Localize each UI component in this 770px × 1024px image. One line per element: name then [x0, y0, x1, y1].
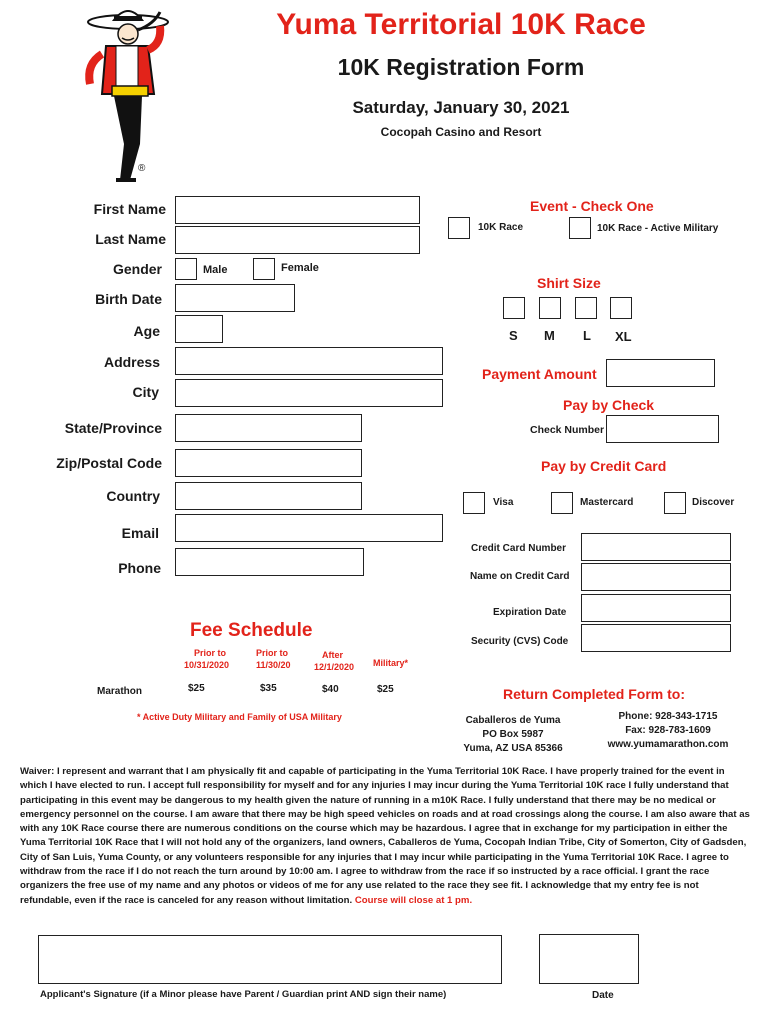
fee-value-4: $25 [377, 684, 394, 695]
waiver-body: Waiver: I represent and warrant that I am physically fit and capable of participating in the Yuma Territorial 10K Race. I have properly trained for the event in which I have elected to run. I accept full responsibility for myself and for any injuries I may incur during the Yuma Territorial 10K race I fully understand that participating in this event may be dangerous to my health given the nature of running in a m10K Race. I fully understand that there may be no medical or emergency personnel on the course. I am aware that there may be high speed vehicles on roads and at road crossings along the course. I am also aware that as with any 10K Race course there are numerous conditions on the course which may be hazardous. I agree that in exchange for my participation in either the Yuma Territorial 10K Race that I will not hold any of the organizers, land owners, Caballeros de Yuma, Cocopah Indian Tribe, City of Somerton, City of Gadsden, City of San Luis, Yuma County, or any volunteers responsible for any injuries that I may incur while participating in the Yuma Territorial 10K Race. I agree to withdraw from the race if I do not reach the turn around by 10:00 am. I agree to withdraw from the race if so instructed by a race official. I grant the race organizers the free use of my name and any photos or videos of me for any use related to the race they see fit. I acknowledge that my entry fee is not refundable, even if the race is canceled for any reason without limitation. [20, 766, 750, 906]
visa-checkbox[interactable] [463, 492, 485, 514]
10k-military-checkbox[interactable] [569, 217, 591, 239]
fee-schedule-heading: Fee Schedule [190, 620, 313, 641]
birth-date-label: Birth Date [95, 291, 162, 307]
first-name-field[interactable] [175, 196, 420, 224]
shirt-m-label: M [544, 328, 555, 343]
return-address-line3: Yuma, AZ USA 85366 [463, 743, 563, 754]
mastercard-label: Mastercard [580, 497, 634, 508]
course-close-note: Course will close at 1 pm. [354, 894, 473, 906]
discover-checkbox[interactable] [664, 492, 686, 514]
email-label: Email [121, 525, 159, 541]
return-address-line2: PO Box 5987 [482, 729, 544, 740]
card-number-field[interactable] [581, 533, 731, 561]
fee-value-3: $40 [322, 684, 339, 695]
payment-amount-label: Payment Amount [482, 366, 597, 382]
visa-label: Visa [493, 497, 514, 508]
name-on-card-label: Name on Credit Card [470, 571, 570, 582]
event-date: Saturday, January 30, 2021 [352, 98, 570, 117]
address-field[interactable] [175, 347, 443, 375]
birth-date-field[interactable] [175, 284, 295, 312]
age-field[interactable] [175, 315, 223, 343]
date-field[interactable] [539, 934, 639, 984]
fee-value-2: $35 [260, 683, 277, 694]
shirt-l-label: L [583, 328, 591, 343]
fee-col1-line1: Prior to [194, 648, 227, 658]
fee-col2-line1: Prior to [256, 648, 289, 658]
pay-by-check-heading: Pay by Check [563, 397, 655, 413]
security-code-label: Security (CVS) Code [471, 636, 569, 647]
date-label: Date [592, 990, 614, 1001]
card-number-label: Credit Card Number [471, 543, 567, 554]
discover-label: Discover [692, 497, 735, 508]
form-title: 10K Registration Form [337, 54, 585, 80]
fee-col4-header: Military* [373, 658, 409, 668]
expiration-date-label: Expiration Date [493, 607, 567, 618]
shirt-s-checkbox[interactable] [503, 297, 525, 319]
fee-value-1: $25 [188, 683, 205, 694]
fee-col3-line2: 12/1/2020 [314, 662, 355, 672]
fee-footnote: * Active Duty Military and Family of USA Military [137, 712, 342, 722]
contact-fax: Fax: 928-783-1609 [625, 725, 711, 736]
contact-phone: Phone: 928-343-1715 [618, 711, 718, 722]
gender-label: Gender [112, 261, 162, 277]
shirt-l-checkbox[interactable] [575, 297, 597, 319]
age-label: Age [133, 323, 160, 339]
caballero-mascot-illustration [76, 4, 186, 184]
first-name-label: First Name [93, 201, 166, 217]
country-field[interactable] [175, 482, 362, 510]
female-label: Female [281, 262, 319, 274]
state-field[interactable] [175, 414, 362, 442]
shirt-m-checkbox[interactable] [539, 297, 561, 319]
state-label: State/Province [64, 420, 162, 436]
fee-row-label: Marathon [97, 686, 142, 697]
fee-col2-line2: 11/30/20 [256, 660, 291, 670]
10k-race-checkbox[interactable] [448, 217, 470, 239]
10k-race-label: 10K Race [478, 222, 524, 233]
shirt-xl-label: XL [615, 329, 632, 344]
contact-website: www.yumamarathon.com [607, 739, 729, 750]
address-label: Address [103, 354, 160, 370]
city-label: City [132, 384, 159, 400]
shirt-xl-checkbox[interactable] [610, 297, 632, 319]
name-on-card-field[interactable] [581, 563, 731, 591]
male-label: Male [203, 264, 228, 276]
waiver-text [20, 765, 750, 908]
male-checkbox[interactable] [175, 258, 197, 280]
return-heading: Return Completed Form to: [503, 686, 685, 702]
event-venue: Cocopah Casino and Resort [380, 125, 542, 139]
shirt-size-heading: Shirt Size [537, 275, 601, 291]
check-number-field[interactable] [606, 415, 719, 443]
zip-field[interactable] [175, 449, 362, 477]
event-heading: Event - Check One [530, 198, 654, 214]
last-name-field[interactable] [175, 226, 420, 254]
phone-label: Phone [118, 560, 161, 576]
country-label: Country [106, 488, 160, 504]
email-field[interactable] [175, 514, 443, 542]
signature-field[interactable] [38, 935, 502, 984]
10k-military-label: 10K Race - Active Military [597, 223, 719, 234]
mastercard-checkbox[interactable] [551, 492, 573, 514]
payment-amount-field[interactable] [606, 359, 715, 387]
registered-mark: ® [138, 163, 146, 174]
expiration-date-field[interactable] [581, 594, 731, 622]
zip-label: Zip/Postal Code [56, 455, 162, 471]
city-field[interactable] [175, 379, 443, 407]
fee-col1-line2: 10/31/2020 [184, 660, 230, 670]
race-title: Yuma Territorial 10K Race [276, 8, 646, 41]
shirt-s-label: S [509, 328, 518, 343]
return-address-line1: Caballeros de Yuma [465, 715, 561, 726]
last-name-label: Last Name [95, 231, 166, 247]
check-number-label: Check Number [530, 424, 605, 436]
phone-field[interactable] [175, 548, 364, 576]
signature-label: Applicant's Signature (if a Minor please have Parent / Guardian print AND sign their name) [40, 989, 447, 1000]
security-code-field[interactable] [581, 624, 731, 652]
female-checkbox[interactable] [253, 258, 275, 280]
fee-col3-line1: After [322, 650, 344, 660]
pay-by-credit-heading: Pay by Credit Card [541, 458, 667, 474]
